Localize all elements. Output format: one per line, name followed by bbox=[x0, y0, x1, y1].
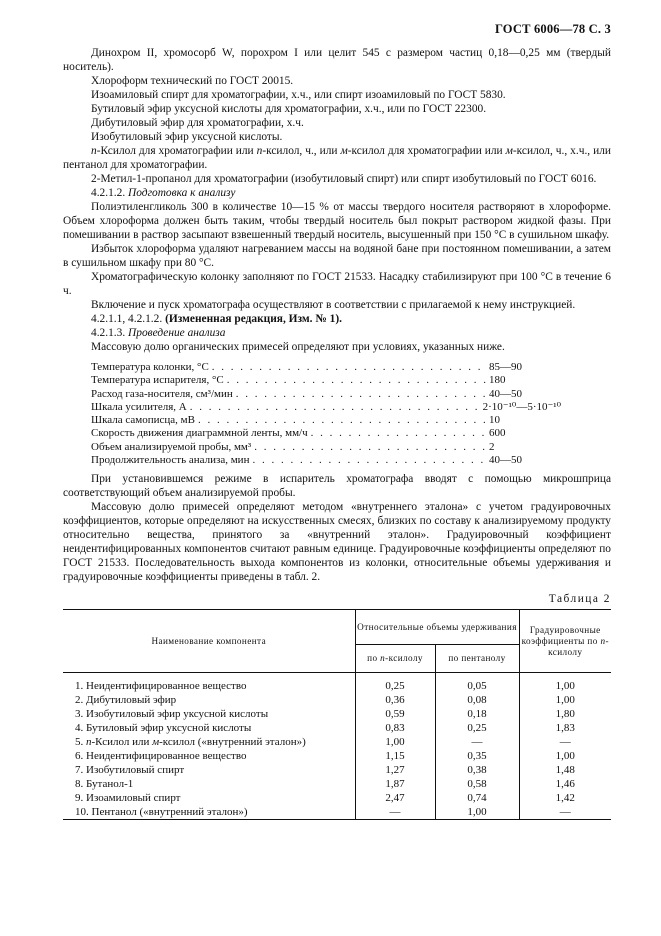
condition-row: Температура колонки, °С . . . 85—90 bbox=[91, 360, 561, 373]
column-header-name: Наименование компонента bbox=[63, 610, 355, 673]
paragraph-solid-support: Динохром II, хромосорб W, порохром I или целит 545 с размером частиц 0,18—0,25 мм (твердый носитель). bbox=[63, 47, 611, 73]
table-row: 6. Неидентифицированное вещество 1,15 0,35 1,00 bbox=[63, 749, 611, 763]
italic-prefix: п bbox=[91, 145, 97, 157]
condition-row: Расход газа-носителя, см³/мин . . . 40—50 bbox=[91, 387, 561, 400]
document-page bbox=[63, 22, 611, 820]
paragraph-butyl-acetate: Бутиловый эфир уксусной кислоты для хроматографии, х.ч., или по ГОСТ 22300. bbox=[91, 103, 487, 115]
paragraph-injection: При установившемся режиме в испаритель хроматографа вводят с помощью микрошприца соответствующий объем анализируемой пробы. bbox=[63, 473, 611, 500]
table-row: 2. Дибутиловый эфир 0,36 0,08 1,00 bbox=[63, 693, 611, 707]
column-header-by-pentanol: по пентанолу bbox=[435, 645, 519, 673]
page-header: ГОСТ 6006—78 С. 3 bbox=[494, 22, 611, 36]
section-heading-preparation: 4.2.1.2. Подготовка к анализу bbox=[91, 187, 236, 199]
paragraph-chloroform: Хлороформ технический по ГОСТ 20015. bbox=[91, 75, 294, 87]
table-row: 3. Изобутиловый эфир уксусной кислоты 0,59 0,18 1,80 bbox=[63, 707, 611, 721]
table-row: 9. Изоамиловый спирт 2,47 0,74 1,42 bbox=[63, 791, 611, 805]
paragraph-excess-chloroform: Избыток хлороформа удаляют нагреванием массы на водяной бане при постоянном помешивании, а затем в сушильном шкафу при 80 °С. bbox=[63, 243, 611, 269]
condition-row: Объем анализируемой пробы, мм³ . . . 2 bbox=[91, 440, 561, 453]
conditions-list bbox=[91, 360, 561, 466]
section-heading-analysis: 4.2.1.3. Проведение анализа bbox=[91, 327, 226, 339]
paragraph-dibutyl-ether: Дибутиловый эфир для хроматографии, х.ч. bbox=[91, 117, 304, 129]
paragraph-startup: Включение и пуск хроматографа осуществляют в соответствии с прилагаемой к нему инструкцией. bbox=[91, 299, 576, 311]
paragraph-conditions: Массовую долю органических примесей определяют при условиях, указанных ниже. bbox=[91, 341, 505, 353]
table-row: 1. Неидентифицированное вещество 0,25 0,05 1,00 bbox=[63, 679, 611, 693]
table-row: 7. Изобутиловый спирт 1,27 0,38 1,48 bbox=[63, 763, 611, 777]
table-row: 10. Пентанол («внутренний эталон») — 1,00 — bbox=[63, 805, 611, 820]
table-row: 8. Бутанол-1 1,87 0,58 1,46 bbox=[63, 777, 611, 791]
condition-row: Скорость движения диаграммной ленты, мм/ч . . . 600 bbox=[91, 426, 561, 439]
condition-row: Температура испарителя, °С . . . 180 bbox=[91, 373, 561, 386]
condition-row: Шкала усилителя, А . . . 2·10⁻¹⁰—5·10⁻¹⁰ bbox=[91, 400, 561, 413]
paragraph-internal-standard: Массовую долю примесей определяют методом «внутреннего эталона» с учетом градуировочных коэффициентов, которые определяют на искусственных смесях, близких по составу к анализируемому продукту относительно вещества, принятого за «внутренний эталон». Градуировочный коэффициент неидентифицированных компонентов считают равным единице. Градуировочные коэффициенты определяют по ГОСТ 21533. Последовательность выхода компонентов из колонки, относительные объемы удерживания и градуировочные коэффициенты приведены в табл. 2. bbox=[63, 501, 611, 584]
paragraph-peg: Полиэтиленгликоль 300 в количестве 10—15 % от массы твердого носителя растворяют в хлороформе. Объем хлороформа должен быть таким, чтобы твердый носитель был покрыт раствором жидкой фазы. При помешивании в раствор засыпают взвешенный твердый носитель, высушенный при 150 °С в сушильном шкафу. bbox=[63, 201, 611, 241]
column-header-coefficients: Градуировочные коэффициенты по п-ксилолу bbox=[519, 610, 611, 673]
paragraph-xylene: п-Ксилол для хроматографии или п-ксилол, ч., или м-ксилол для хроматографии или м-ксилол, ч., х.ч., или пентанол для хроматографии. bbox=[63, 145, 611, 171]
column-header-by-xylene: по п-ксилолу bbox=[355, 645, 435, 673]
paragraph-column-fill: Хроматографическую колонку заполняют по ГОСТ 21533. Насадку стабилизируют при 100 °С в течение 6 ч. bbox=[63, 271, 611, 297]
paragraph-isobutanol: 2-Метил-1-пропанол для хроматографии (изобутиловый спирт) или спирт изобутиловый по ГОСТ 6016. bbox=[91, 173, 597, 185]
column-header-relative-volumes: Относительные объемы удерживания bbox=[355, 610, 519, 645]
condition-row: Шкала самописца, мВ . . . 10 bbox=[91, 413, 561, 426]
condition-row: Продолжительность анализа, мин . . . 40—50 bbox=[91, 453, 561, 466]
paragraph-isoamyl-alcohol: Изоамиловый спирт для хроматографии, х.ч., или спирт изоамиловый по ГОСТ 5830. bbox=[91, 89, 506, 101]
data-table bbox=[63, 609, 611, 820]
table-row: 4. Бутиловый эфир уксусной кислоты 0,83 0,25 1,83 bbox=[63, 721, 611, 735]
paragraph-isobutyl-acetate: Изобутиловый эфир уксусной кислоты. bbox=[91, 131, 283, 143]
table-row: 5. п-Ксилол или м-ксилол («внутренний эталон») 1,00 — — bbox=[63, 735, 611, 749]
table-caption: Таблица 2 bbox=[548, 593, 611, 606]
amendment-note: 4.2.1.1, 4.2.1.2. (Измененная редакция, Изм. № 1). bbox=[91, 313, 343, 325]
